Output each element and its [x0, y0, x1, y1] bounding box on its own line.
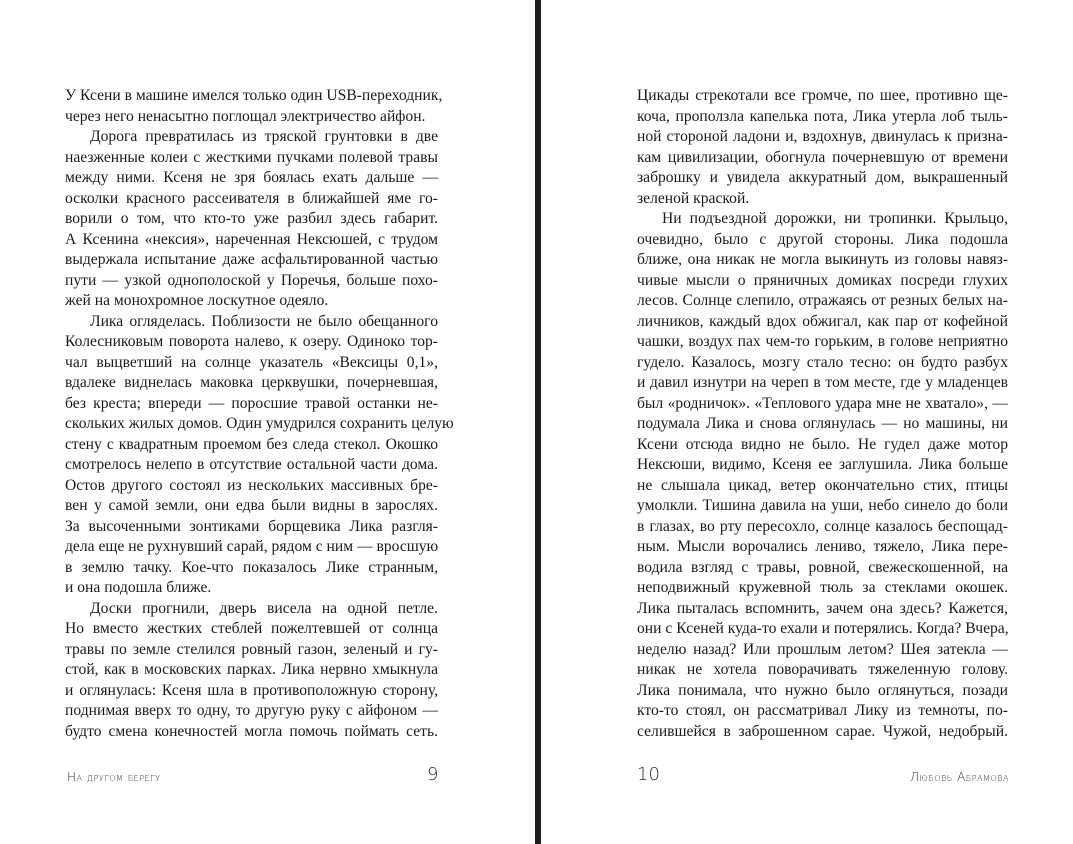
text-line: Дорога превратилась из тряской грунтовки в две	[90, 128, 438, 145]
text-line: чашки, воздух пах чем-то горьким, в голове неприятно	[637, 333, 1008, 350]
text-line: подумала Лика и снова оглянулась — но машины, ни	[637, 415, 1008, 432]
text-line: ближе, она никак не могла выкинуть из головы навяз-	[637, 251, 1008, 268]
text-line: осколки красного рассеивателя в ближайшей яме го-	[65, 189, 438, 207]
text-line: неподвижный кружевной тюль за стеклами окошек.	[637, 579, 1008, 596]
text-line: неделю назад? Или прошлым летом? Шея затекла —	[637, 640, 1008, 658]
text-line: чал выцветший на солнце указатель «Вексицы 0,1»,	[65, 353, 438, 371]
text-line: гудело. Казалось, мозгу стало тесно: он будто разбух	[637, 353, 1008, 371]
text-line: Ни подъездной дорожки, ни тропинки. Крыльцо,	[662, 210, 1008, 227]
left-page	[0, 0, 535, 844]
text-line: через него ненасытно поглощал электричество айфон.	[65, 107, 426, 125]
text-line: водила взгляд с травы, ровной, свежескошенной, на	[637, 558, 1008, 576]
text-line: стой, как в московских парках. Лика нервно хмыкнула	[65, 661, 438, 678]
right-page-body-text	[637, 86, 1008, 742]
text-line: поднимая вверх то одну, то другую руку с айфоном —	[65, 702, 438, 719]
right-page	[541, 0, 1073, 844]
text-line: смотрелось нелепо в отсутствие остальной части дома.	[65, 456, 438, 473]
text-line: травы по земле стелился ровный газон, зеленый и гу-	[65, 640, 438, 658]
text-line: не слышала цикад, ветер окончательно стих, птицы	[637, 476, 1008, 494]
left-running-title: На другом берегу	[67, 770, 161, 784]
text-line: ворили о том, что кто-то уже разбил здесь габарит.	[65, 210, 438, 227]
text-line: У Ксени в машине имелся только один USB-переходник,	[65, 87, 443, 104]
text-line: скольких жилых домов. Один умудрился сохранить целую	[65, 415, 454, 432]
text-line: жей на монохромное лоскутное одеяло.	[65, 292, 329, 309]
text-line: Остов другого состоял из нескольких массивных бре-	[65, 476, 438, 494]
text-line: в глазах, во рту пересохло, солнце казалось беспощад-	[637, 517, 1008, 535]
text-line: кто-то стоял, он рассматривал Лику из темноты, по-	[637, 702, 1008, 719]
text-line: заброшку и увидела аккуратный дом, выкрашенный	[637, 169, 1008, 186]
text-line: Ксени отсюда видно не было. Не гудел даже мотор	[637, 435, 1008, 453]
text-line: и давил изнутри на череп в том месте, где у младенцев	[637, 374, 1008, 391]
text-line: был «родничок». «Теплового удара мне не хватало», —	[637, 394, 1008, 412]
text-line: ным. Мысли ворочались лениво, тяжело, Лика пере-	[637, 538, 1008, 555]
text-line: селившейся в заброшенном сарае. Чужой, недобрый.	[637, 722, 1008, 740]
text-line: и она подошла ближе.	[65, 579, 212, 596]
text-line: в землю тачку. Кое-что показалось Лике странным,	[65, 558, 438, 576]
text-line: Но вместо жестких стеблей пожелтевшей от солнца	[65, 620, 438, 637]
text-line: Лика огляделась. Поблизости не было обещанного	[90, 312, 438, 330]
text-line: коча, проползла капелька пота, Лика утерла лоб тыль-	[637, 107, 1008, 125]
left-page-number: 9	[427, 764, 439, 785]
text-line: Цикады стрекотали все громче, по шее, противно ще-	[637, 87, 1008, 104]
text-line: вдалеке виднелась маковка церквушки, почерневшая,	[65, 374, 438, 391]
text-line: ной стороной ладони и, вздохнув, двинулась к призна-	[637, 128, 1008, 145]
text-line: пути — узкой однополоской у Поречья, больше похо-	[65, 271, 438, 289]
left-page-body-text	[65, 86, 454, 742]
text-line: они с Ксеней куда-то ехали и потерялись. Когда? Вчера,	[637, 620, 1009, 637]
text-line: Доски прогнили, дверь висела на одной петле.	[90, 599, 438, 617]
text-line: чивые мысли о пряничных домиках посреди глухих	[637, 271, 1008, 289]
text-line: лесов. Солнце слепило, отражаясь от резных белых на-	[637, 292, 1008, 309]
text-line: очевидно, было с другой стороны. Лика подошла	[637, 230, 1008, 248]
text-line: кам цивилизации, обогнула почерневшую от времени	[637, 148, 1008, 166]
text-line: никак не хотела поворачивать тяжеленную голову.	[637, 661, 1008, 678]
text-line: Лика понимала, что нужно было оглянуться, позади	[637, 681, 1008, 699]
text-line: и оглянулась: Ксеня шла в противоположную сторону,	[65, 681, 438, 699]
right-running-title: Любовь Абрамова	[910, 770, 1009, 784]
text-line: вен у самой земли, они едва были видны в зарослях.	[65, 497, 438, 514]
text-line: между ними. Ксеня не зря боялась ехать дальше —	[65, 169, 438, 186]
right-page-number: 10	[637, 764, 660, 785]
text-line: зеленой краской.	[637, 189, 750, 207]
text-line: наезженные колеи с жесткими пучками полевой травы	[65, 148, 438, 166]
text-line: стену с квадратным проемом без следа стекол. Окошко	[65, 435, 438, 453]
text-line: Нексюши, видимо, Ксеня ее заглушила. Лика больше	[637, 456, 1008, 473]
text-line: дела еще не рухнувший сарай, рядом с ним — вросшую	[65, 538, 439, 555]
text-line: без креста; впереди — поросшие травой останки не-	[65, 394, 438, 412]
text-line: будто смена конечностей могла помочь поймать сеть.	[65, 722, 438, 740]
text-line: умолкли. Тишина давила на уши, небо синело до боли	[637, 497, 1008, 514]
text-line: Лика пыталась вспомнить, зачем она здесь? Кажется,	[637, 599, 1008, 617]
text-line: За высоченными зонтиками борщевика Лика разгля-	[65, 517, 438, 535]
text-line: личников, каждый вдох обжигал, как пар от кофейной	[637, 312, 1008, 330]
text-line: А Ксенина «нексия», нареченная Нексюшей, с трудом	[65, 230, 438, 248]
text-line: выдержала испытание даже асфальтированной частью	[65, 251, 438, 268]
text-line: Колесниковым поворота налево, к озеру. Одиноко тор-	[65, 333, 438, 350]
